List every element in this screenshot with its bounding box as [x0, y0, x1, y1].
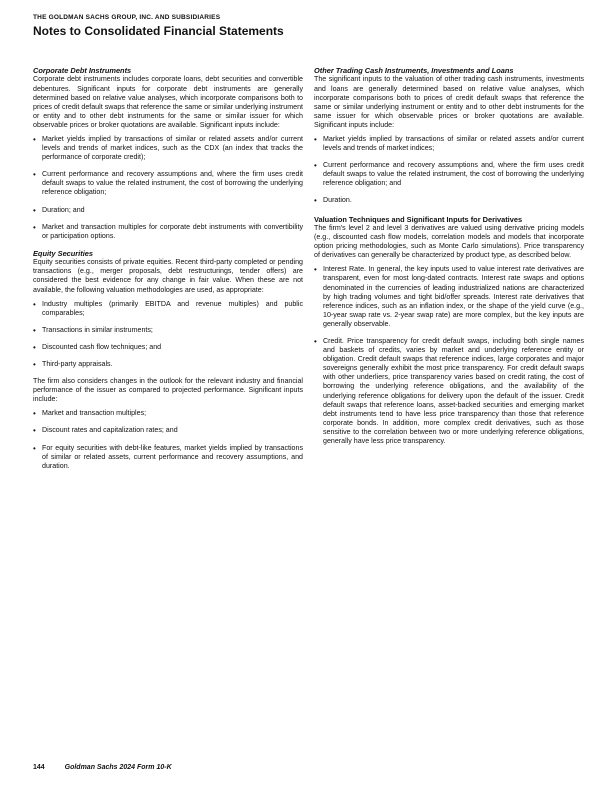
- bullet-icon: •: [33, 359, 36, 369]
- bullet-icon: •: [33, 205, 36, 215]
- list-item: • Market yields implied by transactions of similar or related assets and/or current levels and trends of market indices;: [314, 134, 584, 153]
- paragraph-equity-securities: Equity securities consists of private equities. Recent third-party completed or pending transactions (e.g., merger proposals, debt restructurings, tender offers) are considered the best evidence for any change in fair value. When these are not available, the following valuation methodologies are used, as appropriate:: [33, 258, 303, 294]
- paragraph-corporate-debt: Corporate debt instruments includes corporate loans, debt securities and convertible debentures. Significant inputs for corporate debt instruments are generally determined based on relative value analyses, which incorporate comparisons both to prices of credit default swaps that reference the same or similar underlying instrument or entity and to other debt instruments for the same or similar issuer for which observable prices or broker quotations are available. Significant inputs include:: [33, 75, 303, 129]
- bullet-list-equity-methods: [33, 300, 303, 369]
- bullet-icon: •: [314, 265, 317, 275]
- list-item: • Market and transaction multiples for corporate debt instruments with convertibility or participation options.: [33, 222, 303, 240]
- bullet-icon: •: [33, 426, 36, 436]
- section-heading-other-trading: Other Trading Cash Instruments, Investments and Loans: [314, 66, 514, 75]
- bullet-icon: •: [33, 134, 36, 144]
- right-column: [314, 66, 584, 454]
- company-header: THE GOLDMAN SACHS GROUP, INC. AND SUBSIDIARIES: [33, 14, 221, 21]
- page-title: Notes to Consolidated Financial Statements: [33, 24, 284, 38]
- list-item: • Third-party appraisals.: [33, 359, 113, 369]
- list-item: • Current performance and recovery assumptions and, where the firm uses credit default swaps to value the related instrument, the cost of borrowing the underlying reference obligation; and: [314, 161, 584, 188]
- bullet-list-corporate-debt: [33, 135, 303, 241]
- paragraph-equity-outlook: The firm also considers changes in the outlook for the relevant industry and financial performance of the issuer as compared to projected performance. Significant inputs include:: [33, 377, 303, 404]
- footer-title: Goldman Sachs 2024 Form 10-K: [64, 764, 172, 771]
- page-number: 144: [33, 764, 45, 771]
- list-item: • Discounted cash flow techniques; and: [33, 342, 162, 352]
- bullet-icon: •: [33, 443, 36, 453]
- list-item: • Transactions in similar instruments;: [33, 325, 153, 335]
- bullet-icon: •: [33, 325, 36, 335]
- section-heading-derivatives: Valuation Techniques and Significant Inputs for Derivatives: [314, 214, 523, 224]
- bullet-list-other-trading: [314, 135, 584, 206]
- paragraph-other-trading: The significant inputs to the valuation of other trading cash instruments, investments and loans are generally determined based on relative value analyses, which incorporate comparisons both to prices of credit default swaps that reference the same or similar underlying instrument or entity and to other debt instruments for the same issuer for which observable prices or broker quotations are available. Significant inputs include:: [314, 75, 584, 129]
- list-item: • Credit. Price transparency for credit default swaps, including both single names and baskets of credits, varies by market and underlying reference entity or obligation. Credit default swaps that reference indices, large corporates and major sovereigns generally exhibit the most price transparency. For credit default swaps with other underliers, price transparency varies based on credit rating, the cost of borrowing the underlying reference obligations, and the availability of the underlying reference obligations for delivery upon the default of the issuer. Credit default swaps that reference loans, asset-backed securities and emerging market debt instruments tend to have less price transparency than those that reference corporate bonds. In addition, more complex credit derivatives, such as those sensitive to the correlation between two or more underlying reference obligations, generally have less price transparency.: [314, 336, 584, 445]
- bullet-list-equity-inputs: [33, 409, 303, 470]
- bullet-icon: •: [33, 170, 36, 180]
- paragraph-derivatives: The firm's level 2 and level 3 derivatives are valued using derivative pricing models (e.g., discounted cash flow models, correlation models and models that incorporate option pricing methodologies, such as Monte Carlo simulations). Price transparency of derivatives can generally be characterized by product type, as described below.: [314, 223, 584, 260]
- list-item: • Industry multiples (primarily EBITDA and revenue multiples) and public comparables;: [33, 299, 303, 317]
- list-item: • Current performance and recovery assumptions and, where the firm uses credit default swaps to value the related instrument, the cost of borrowing the underlying reference obligation;: [33, 170, 303, 197]
- bullet-icon: •: [33, 299, 36, 309]
- list-item: • Market and transaction multiples;: [33, 409, 147, 419]
- list-item: • Discount rates and capitalization rates; and: [33, 426, 178, 436]
- list-item: • Duration.: [314, 196, 352, 206]
- page-footer: [33, 764, 172, 771]
- bullet-icon: •: [314, 196, 317, 206]
- list-item: • Market yields implied by transactions of similar or related assets and/or current levels and trends of market indices, such as the CDX (an index that tracks the performance of corporate credit);: [33, 134, 303, 162]
- list-item: • For equity securities with debt-like features, market yields implied by transactions of similar or related assets, current performance and recovery assumptions, and duration.: [33, 443, 303, 470]
- bullet-list-derivatives: [314, 265, 584, 446]
- list-item: • Interest Rate. In general, the key inputs used to value interest rate derivatives are transparent, even for most long-dated contracts. Interest rate swaps and options denominated in the currencies of leading industrialized nations are characterized by high trading volumes and tight bid/offer spreads. Interest rate derivatives that reference indices, such as an inflation index, or the shape of the yield curve (e.g., 10-year swap rate vs. 2-year swap rate) are more complex, but the key inputs are generally observable.: [314, 265, 584, 328]
- bullet-icon: •: [33, 409, 36, 419]
- list-item: • Duration; and: [33, 205, 85, 215]
- section-heading-corporate-debt: Corporate Debt Instruments: [33, 66, 132, 75]
- bullet-icon: •: [314, 336, 317, 346]
- bullet-icon: •: [33, 222, 36, 232]
- section-heading-equity-securities: Equity Securities: [33, 248, 93, 258]
- bullet-icon: •: [33, 342, 36, 352]
- bullet-icon: •: [314, 134, 317, 144]
- bullet-icon: •: [314, 161, 317, 171]
- left-column: [33, 66, 303, 479]
